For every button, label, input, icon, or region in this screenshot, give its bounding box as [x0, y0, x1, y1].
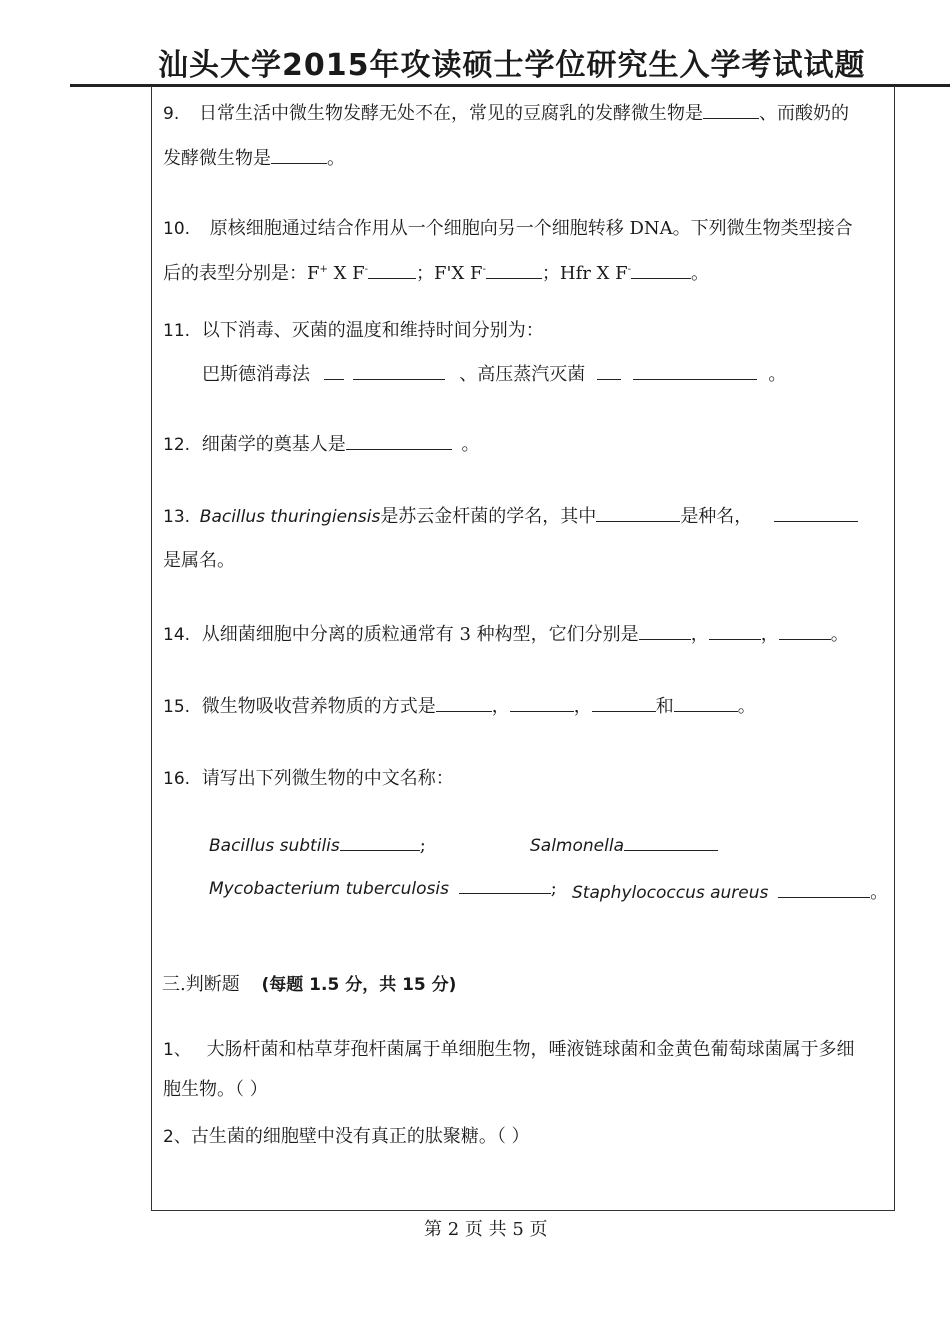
- q9-text: 日常生活中微生物发酵无处不在，常见的豆腐乳的发酵微生物是: [198, 103, 703, 124]
- q10-text-d: ；Hfr X F: [541, 263, 628, 284]
- j2-number: 2、: [163, 1127, 191, 1147]
- q12-number: 12.: [163, 435, 191, 455]
- q15-blank-4[interactable]: [674, 697, 738, 712]
- q15-text: 微生物吸收营养物质的方式是: [201, 696, 436, 717]
- q15-and: 和: [655, 696, 674, 717]
- question-13-line2: 是属名。: [163, 550, 235, 571]
- section-3-title: 三.判断题: [162, 974, 240, 995]
- q14-blank-1[interactable]: [639, 625, 691, 640]
- question-10-line1: [163, 214, 853, 240]
- q11-blank-1a[interactable]: [324, 365, 344, 380]
- q16-semi-2: ;: [550, 878, 557, 899]
- q14-number: 14.: [163, 625, 191, 645]
- q16-org-1-name: Bacillus subtilis: [209, 836, 340, 856]
- q10-sup-4: -: [627, 264, 631, 275]
- q10-number: 10.: [163, 219, 191, 239]
- q13-text-2: 是种名，: [680, 506, 753, 527]
- question-11-line2: [202, 360, 786, 386]
- q9-number: 9.: [163, 104, 180, 124]
- q11-blank-2b[interactable]: [633, 365, 757, 380]
- judgment-1-line2: 胞生物。（ ）: [163, 1079, 268, 1100]
- question-9-line1: [163, 99, 849, 125]
- q10-blank-1[interactable]: [368, 264, 416, 279]
- q13-species: Bacillus thuringiensis: [199, 507, 381, 527]
- q15-blank-2[interactable]: [510, 697, 574, 712]
- q14-comma-2: ，: [760, 624, 779, 645]
- q10-text-c: ；F'X F: [416, 263, 483, 284]
- q9-blank-1[interactable]: [703, 104, 759, 119]
- question-14: [163, 620, 849, 646]
- q14-comma-1: ，: [690, 624, 709, 645]
- q11-number: 11.: [163, 321, 191, 341]
- q15-number: 15.: [163, 697, 191, 717]
- q11-blank-1b[interactable]: [353, 365, 445, 380]
- exam-header: 汕头大学2015年攻读硕士学位研究生入学考试试题: [158, 48, 866, 83]
- q16-organism-1: [209, 835, 426, 856]
- page-footer: 第 2 页 共 5 页: [424, 1219, 548, 1240]
- q11-blank-2a[interactable]: [597, 365, 621, 380]
- q16-blank-2[interactable]: [624, 836, 718, 851]
- q11-end: 。: [768, 364, 787, 385]
- question-13-line1: [163, 502, 858, 528]
- q12-end: 。: [461, 434, 480, 455]
- question-11-line1: [163, 316, 544, 342]
- question-10-line2: [163, 259, 709, 285]
- q15-blank-3[interactable]: [592, 697, 656, 712]
- q11-item-1: 巴斯德消毒法: [202, 364, 310, 385]
- q9-text-mid: 、而酸奶的: [758, 103, 849, 124]
- q11-item-2: 、高压蒸汽灭菌: [459, 364, 586, 385]
- q16-org-2-name: Salmonella: [530, 836, 624, 856]
- q14-text: 从细菌细胞中分离的质粒通常有 3 种构型，它们分别是: [201, 624, 639, 645]
- section-3-heading: [162, 970, 456, 996]
- q16-blank-1[interactable]: [340, 836, 420, 851]
- question-15: [163, 692, 756, 718]
- q16-blank-3[interactable]: [459, 879, 551, 894]
- q14-end: 。: [830, 624, 849, 645]
- q11-text: 以下消毒、灭菌的温度和维持时间分别为：: [201, 320, 544, 341]
- q16-organism-2: [530, 835, 718, 856]
- q9-blank-2[interactable]: [271, 149, 327, 164]
- j1-number: 1、: [163, 1040, 191, 1060]
- q16-org-4-name: Staphylococcus aureus: [572, 883, 769, 903]
- q10-sup-3: -: [482, 264, 486, 275]
- q16-organism-4: [572, 878, 888, 904]
- q15-blank-1[interactable]: [436, 697, 492, 712]
- q16-end: 。: [870, 882, 889, 903]
- j2-text: 古生菌的细胞壁中没有真正的肽聚糖。（ ）: [190, 1126, 530, 1147]
- q15-end: 。: [737, 696, 756, 717]
- q9-end: 。: [327, 148, 345, 169]
- q13-blank-2[interactable]: [774, 507, 858, 522]
- q10-sup-1: +: [319, 264, 328, 275]
- q15-comma-1: ，: [491, 696, 510, 717]
- q13-number: 13.: [163, 507, 191, 527]
- judgment-2: [163, 1122, 530, 1148]
- q16-text: 请写出下列微生物的中文名称：: [201, 768, 454, 789]
- q9-text-2: 发酵微生物是: [163, 148, 271, 169]
- q10-blank-2[interactable]: [486, 264, 542, 279]
- q16-org-3-name: Mycobacterium tuberculosis: [209, 879, 449, 899]
- question-9-line2: [163, 144, 345, 170]
- q14-blank-2[interactable]: [709, 625, 761, 640]
- q16-number: 16.: [163, 769, 191, 789]
- q10-text: 原核细胞通过结合作用从一个细胞向另一个细胞转移 DNA。下列微生物类型接合: [209, 218, 853, 239]
- q14-blank-3[interactable]: [779, 625, 831, 640]
- q10-text-a: 后的表型分别是：F: [163, 263, 320, 284]
- q16-semi-1: ;: [419, 835, 426, 856]
- q10-text-b: X F: [327, 263, 365, 284]
- question-12: [163, 430, 480, 456]
- j1-text: 大肠杆菌和枯草芽孢杆菌属于单细胞生物，唾液链球菌和金黄色葡萄球菌属于多细: [206, 1039, 855, 1060]
- q12-blank[interactable]: [346, 435, 452, 450]
- q16-organism-3: [209, 878, 557, 899]
- q10-sup-2: -: [364, 264, 369, 275]
- q13-blank-1[interactable]: [596, 507, 680, 522]
- question-16: [163, 764, 454, 790]
- q10-end: 。: [691, 263, 709, 284]
- q10-blank-3[interactable]: [631, 264, 691, 279]
- judgment-1-line1: [163, 1035, 855, 1061]
- section-3-note: (每题 1.5 分，共 15 分): [261, 975, 457, 995]
- q16-blank-4[interactable]: [778, 883, 870, 898]
- q12-text: 细菌学的奠基人是: [201, 434, 346, 455]
- q15-comma-2: ，: [573, 696, 592, 717]
- q13-text-1: 是苏云金杆菌的学名，其中: [380, 506, 597, 527]
